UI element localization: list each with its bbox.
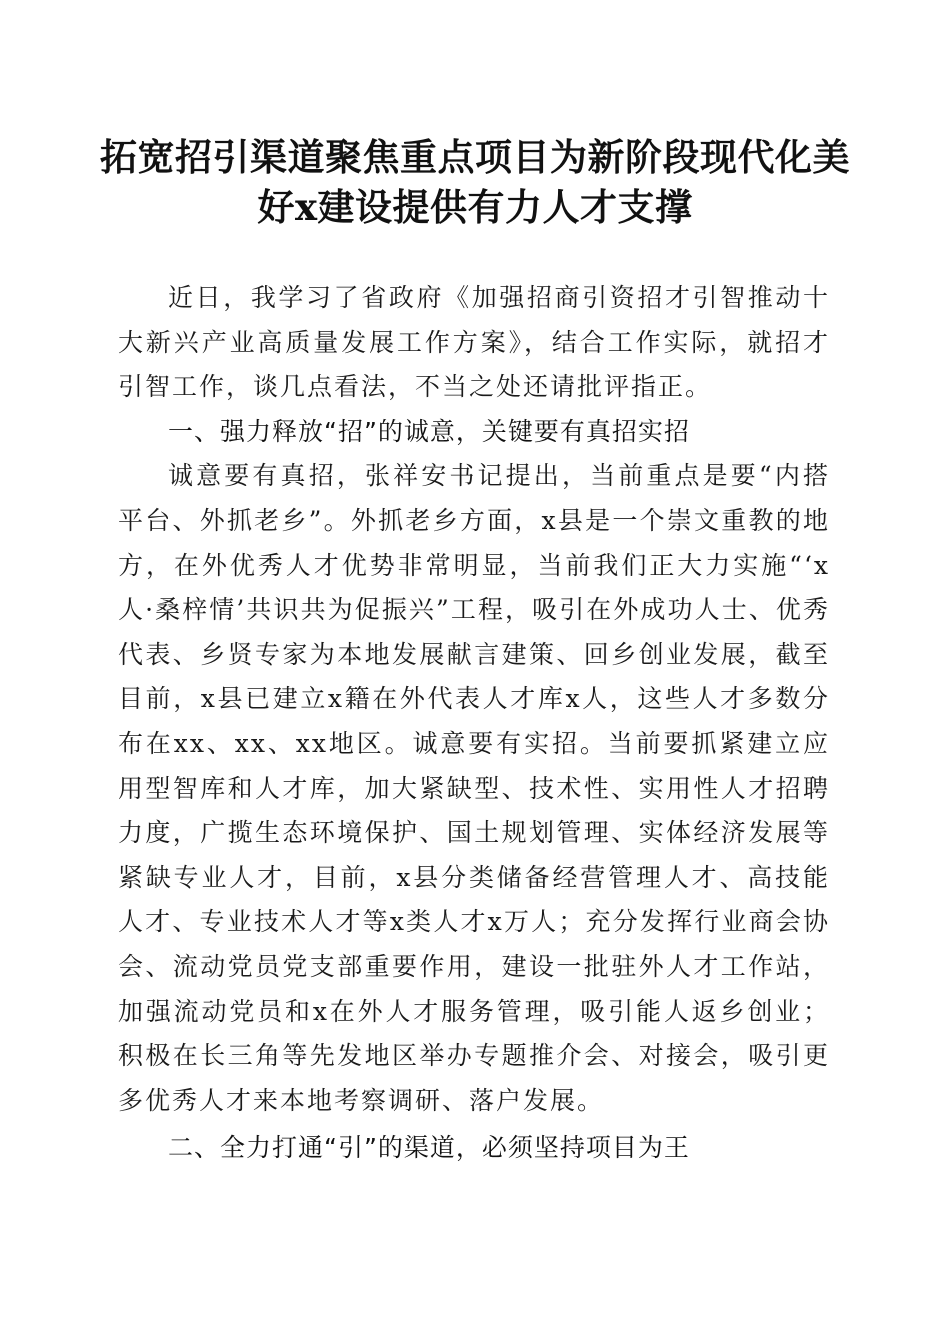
title-line-2: 好x建设提供有力人才支撑: [257, 185, 693, 229]
section-1-paragraph: 诚意要有真招，张祥安书记提出，当前重点是要“内搭平台、外抓老乡”。外抓老乡方面，x县是一个崇文重教的地方，在外优秀人才优势非常明显，当前我们正大力实施“‘x人·桑梓情’共识共为促振兴”工程，吸引在外成功人士、优秀代表、乡贤专家为本地发展献言建策、回乡创业发展，截至目前，x县已建立x籍在外代表人才库x人，这些人才多数分布在xx、xx、xx地区。诚意要有实招。当前要抓紧建立应用型智库和人才库，加大紧缺型、技术性、实用性人才招聘力度，广揽生态环境保护、国土规划管理、实体经济发展等紧缺专业人才，目前，x县分类储备经营管理人才、高技能人才、专业技术人才等x类人才x万人；充分发挥行业商会协会、流动党员党支部重要作用，建设一批驻外人才工作站，加强流动党员和x在外人才服务管理，吸引能人返乡创业；积极在长三角等先发地区举办专题推介会、对接会，吸引更多优秀人才来本地考察调研、落户发展。: [118, 461, 830, 1115]
section-1-heading: 一、强力释放“招”的诚意，关键要有真招实招: [168, 416, 690, 446]
intro-paragraph: 近日，我学习了省政府《加强招商引资招才引智推动十大新兴产业高质量发展工作方案》，结合工作实际，就招才引智工作，谈几点看法，不当之处还请批评指正。: [118, 283, 830, 402]
document-title: [100, 132, 850, 232]
document-body: [118, 276, 830, 1171]
section-2-heading: 二、全力打通“引”的渠道，必须坚持项目为王: [168, 1133, 690, 1163]
title-line-1: 拓宽招引渠道聚焦重点项目为新阶段现代化美: [100, 135, 850, 179]
